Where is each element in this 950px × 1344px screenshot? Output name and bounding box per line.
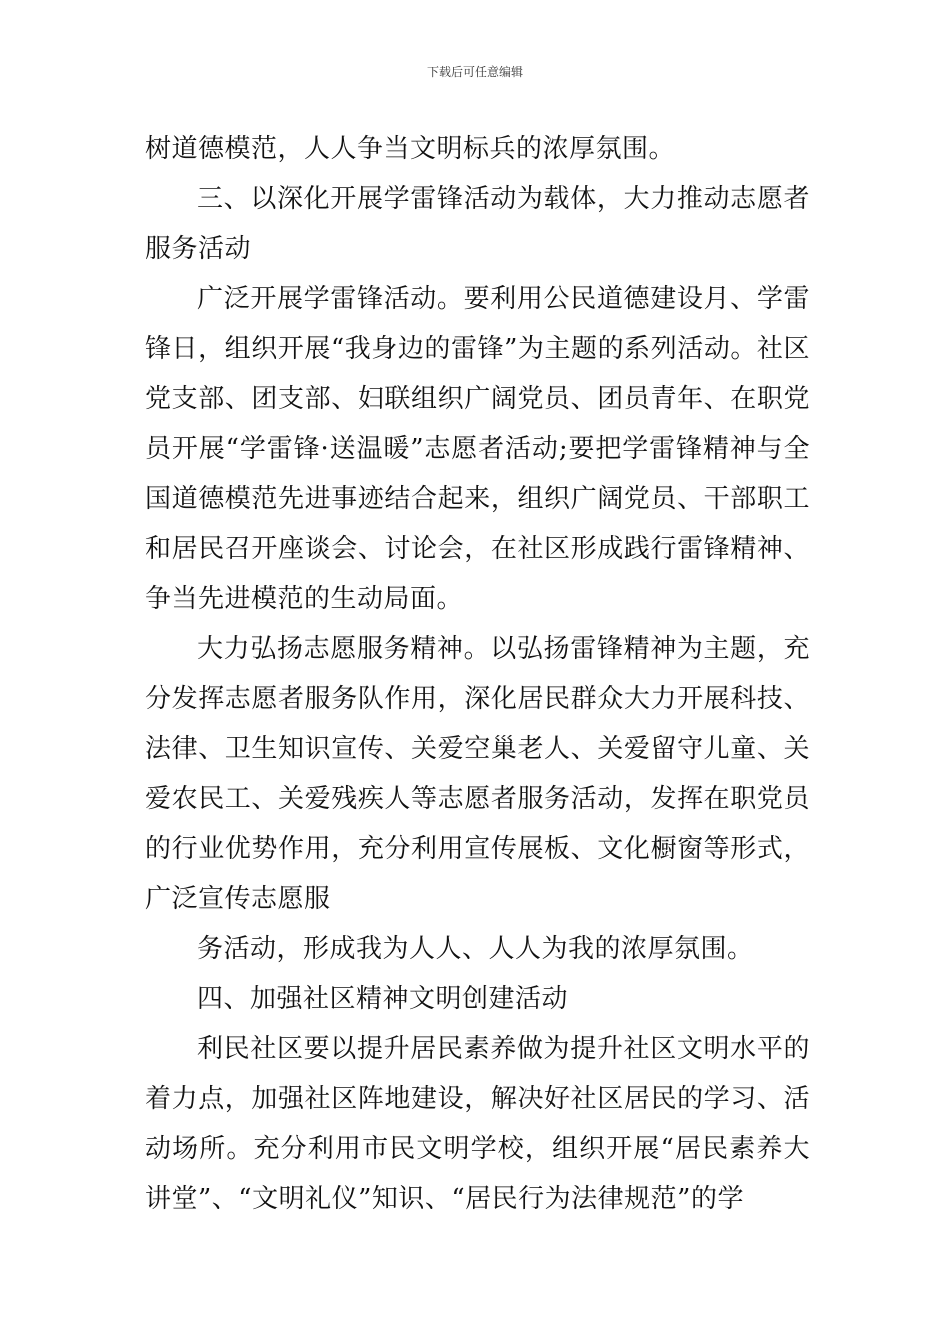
section-heading-three: 三、以深化开展学雷锋活动为载体，大力推动志愿者服务活动 [145,184,810,264]
section-heading-four: 四、加强社区精神文明创建活动 [197,984,569,1014]
paragraph-volunteer-spirit: 大力弘扬志愿服务精神。以弘扬雷锋精神为主题，充分发挥志愿者服务队作用，深化居民群众大力开展科技、法律、卫生知识宣传、关爱空巢老人、关爱留守儿童、关爱农民工、关爱残疾人等志愿者服务活动，发挥在职党员的行业优势作用，充分利用宣传展板、文化橱窗等形式，广泛宣传志愿服 [145,634,810,914]
document-body [145,124,810,1224]
paragraph-volunteer-continued: 务活动，形成我为人人、人人为我的浓厚氛围。 [197,934,754,964]
page-header: 下载后可任意编辑 [426,65,523,79]
paragraph-learn-leifeng: 广泛开展学雷锋活动。要利用公民道德建设月、学雷锋日，组织开展“我身边的雷锋”为主题的系列活动。社区党支部、团支部、妇联组织广阔党员、团员青年、在职党员开展“学雷锋·送温暖”志愿者活动;要把学雷锋精神与全国道德模范先进事迹结合起来，组织广阔党员、干部职工和居民召开座谈会、讨论会，在社区形成践行雷锋精神、争当先进模范的生动局面。 [145,284,810,614]
paragraph-continuation: 树道德模范，人人争当文明标兵的浓厚氛围。 [145,134,676,164]
paragraph-community-culture: 利民社区要以提升居民素养做为提升社区文明水平的着力点，加强社区阵地建设，解决好社区居民的学习、活动场所。充分利用市民文明学校，组织开展“居民素养大讲堂”、“文明礼仪”知识、“居民行为法律规范”的学 [145,1034,810,1214]
